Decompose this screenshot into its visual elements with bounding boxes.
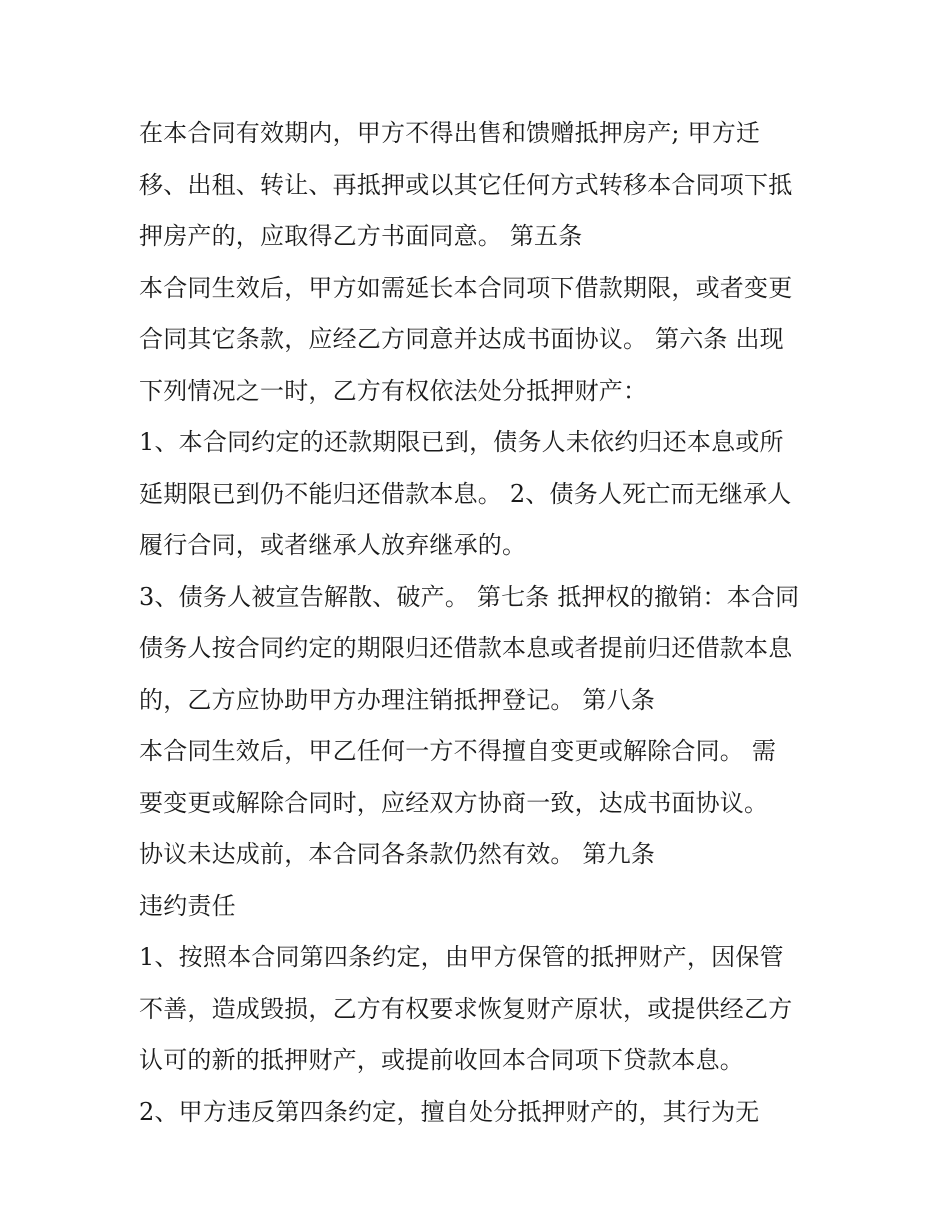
text-line: 1、本合同约定的还款期限已到，债务人未依约归还本息或所 — [139, 428, 784, 456]
text-line: 认可的新的抵押财产，或提前收回本合同项下贷款本息。 — [139, 1046, 744, 1074]
text-line: 在本合同有效期内，甲方不得出售和馈赠抵押房产; 甲方迁 — [139, 119, 761, 147]
text-line: 的，乙方应协助甲方办理注销抵押登记。 第八条 — [139, 685, 656, 714]
text-line: 押房产的，应取得乙方书面同意。 第五条 — [139, 222, 583, 250]
text-line: 不善，造成毁损，乙方有权要求恢复财产原状，或提供经乙方 — [139, 994, 793, 1023]
text-line: 协议未达成前，本合同各条款仍然有效。 第九条 — [139, 840, 656, 868]
text-line: 2、甲方违反第四条约定，擅自处分抵押财产的，其行为无 — [139, 1097, 760, 1126]
text-line: 债务人按合同约定的期限归还借款本息或者提前归还借款本息 — [139, 634, 793, 662]
text-line: 1、按照本合同第四条约定，由甲方保管的抵押财产，因保管 — [139, 943, 784, 971]
text-line: 本合同生效后，甲乙任何一方不得擅自变更或解除合同。 需 — [139, 737, 777, 765]
text-line: 3、债务人被宣告解散、破产。 第七条 抵押权的撤销：本合同 — [139, 582, 800, 611]
text-line: 下列情况之一时，乙方有权依法处分抵押财产： — [139, 376, 648, 405]
text-line: 移、出租、转让、再抵押或以其它任何方式转移本合同项下抵 — [139, 170, 793, 199]
text-line: 本合同生效后，甲方如需延长本合同项下借款期限，或者变更 — [139, 273, 793, 302]
text-line: 违约责任 — [139, 891, 236, 920]
contract-body-text — [139, 108, 839, 1138]
text-line: 要变更或解除合同时，应经双方协商一致，达成书面协议。 — [139, 788, 769, 817]
text-line: 延期限已到仍不能归还借款本息。 2、债务人死亡而无继承人 — [139, 479, 792, 508]
text-line: 履行合同，或者继承人放弃继承的。 — [139, 531, 527, 559]
text-line: 合同其它条款，应经乙方同意并达成书面协议。 第六条 出现 — [139, 325, 784, 353]
